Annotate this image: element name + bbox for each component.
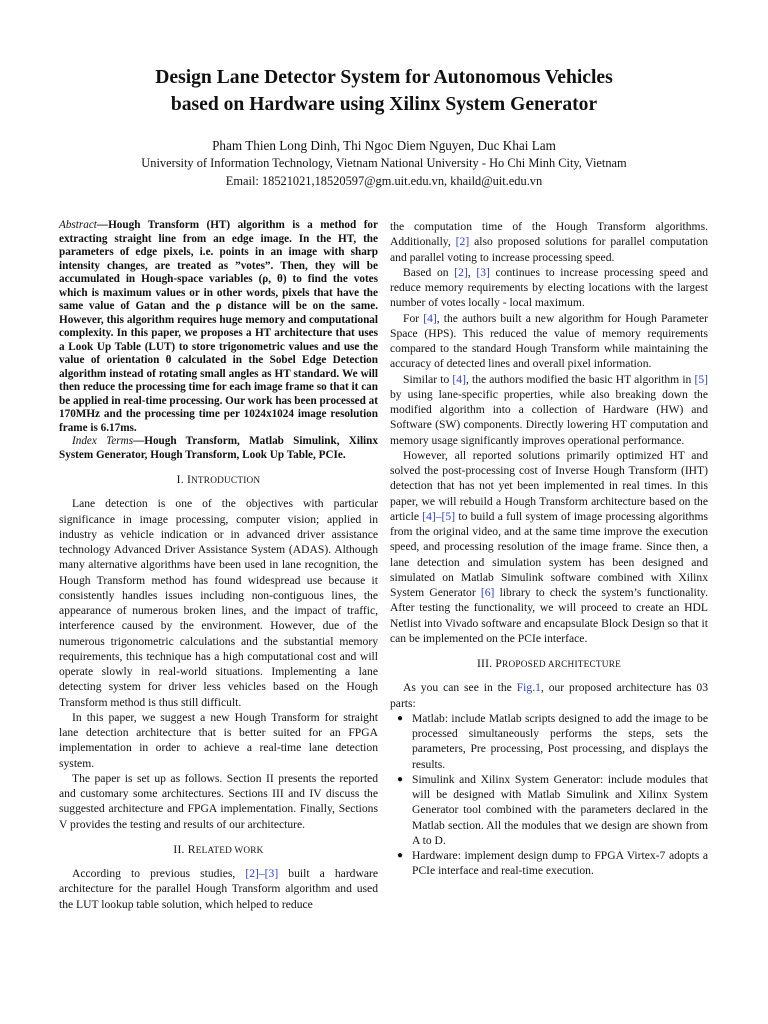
index-terms (59, 435, 378, 462)
affiliation: University of Information Technology, Vietnam National University - Ho Chi Minh City, Vietnam (141, 156, 627, 170)
citation-link[interactable]: [2] (455, 235, 470, 249)
title-line-1: Design Lane Detector System for Autonomous Vehicles (155, 67, 613, 88)
list-item: ● Simulink and Xilinx System Generator: include modules that will be designed with Matlab Simulink and Xilinx System Generator tool combined with the parameters declared in the Matlab section. All the modules that we design are shown from A to D. (397, 772, 708, 847)
left-column (59, 219, 378, 912)
abstract-label: Abstract (59, 219, 97, 231)
right-column (390, 219, 708, 879)
citation-link[interactable]: [3] (476, 265, 490, 279)
section-heading-related-work: II. RELATED WORK (173, 842, 264, 856)
intro-paragraph-3: The paper is set up as follows. Section II presents the reported and customary some architectures. Sections III and IV discuss the suggested architecture and FPGA implementation. Finally, Sections V provides the testing and results of our architecture. (59, 771, 378, 831)
related-paragraph-3: For [4], the authors built a new algorithm for Hough Parameter Space (HPS). This reduced the value of memory requirements compared to the standard Hough Transform while maintaining the accuracy of detected lines and overall pixel information. (390, 311, 708, 371)
intro-paragraph-1: Lane detection is one of the objectives with particular significance in image processing, computer vision; applied in industry as vehicle indication or in advanced driver assistance technology Advanced Driver Assistance System (ADAS). Although many alternative algorithms have been used in lane recognition, the Hough Transform method has found widespread use because it consistently handles issues including non-contiguous lines, the appearance of numerous broken lines, and the impact of traffic, interference caused by the environment. However, due of the numerous trigonometric calculations and the substantial memory requirements, this technique has a high computational cost and will operate slowly in real-world situations. Implementing a lane detecting system for driver less vehicles based on the Hough Transform method is thus still difficult. (59, 497, 378, 709)
citation-link[interactable]: [5] (694, 372, 709, 386)
citation-link[interactable]: [2] (454, 265, 468, 279)
related-paragraph-4: Similar to [4], the authors modified the basic HT algorithm in [5] by using lane-specific properties, while also breaking down the modified algorithm into a collection of Hardware (HW) and Software (SW) components. Directly lowering HT computation and memory usage significantly improves operational performance. (390, 372, 709, 447)
architecture-parts-list (390, 711, 708, 879)
related-continuation: the computation time of the Hough Transform algorithms. Additionally, [2] also proposed solutions for parallel computation and parallel voting to increase processing speed. (390, 220, 708, 264)
citation-link[interactable]: [6] (480, 586, 495, 599)
bullet-icon: ● (397, 850, 404, 861)
intro-paragraph-2: In this paper, we suggest a new Hough Transform for straight lane detection architecture that is better suited for an FPGA implementation in order to achieve a real-time lane detection system. (59, 710, 378, 770)
bullet-icon: ● (397, 773, 404, 785)
related-paragraph-5: However, all reported solutions primarily optimized HT and solved the post-processing cost of Inverse Hough Transform (IHT) detection that has not yet been implemented in real times. In this paper, we will rebuild a Hough Transform architecture based on the article [4]–[5] to build a full system of image processing algorithms from the original video, and at the same time improve the execution speed, and processing resolution of the image frame. Since then, a lane detection and simulation system has been designed and simulated on Matlab Simulink software combined with Xilinx System Generator [6] library to check the system’s functionality. After testing the functionality, we will proceed to create an HDL Netlist into Vivado software and encapsulate Block Design so that it can be implemented on the PCIe interface. (390, 448, 708, 645)
citation-link[interactable]: [4]–[5] (422, 509, 456, 523)
bullet-icon: ● (397, 712, 404, 724)
abstract-text: —Hough Transform (HT) algorithm is a method for extracting straight line from an edge image. In the HT, the parameters of edge pixels, i.e. points in an image with sharp intensity changes, are treated as ”votes”. Then, they will be accumulated in Hough-space variables (ρ, θ) to find the votes which is maximum values or in other words, pixels that have the same value of Gatan and the ρ distance will be on the same. However, this algorithm requires huge memory and computational complexity. In this paper, we proposes a HT architecture that uses a Look Up Table (LUT) to store trigonometric values and use the value of orientation θ calculated in the Sobel Edge Detection algorithm instead of rotating small angles as HT standard. We will then reduce the processing time for each image frame so that it can be applied in real-time processing. Our work has been processed at 170MHz and the processing time per 1024x1024 image resolution frame is 6.17ms. (59, 219, 378, 434)
index-terms-text: —Hough Transform, Matlab Simulink, Xilinx System Generator, Hough Transform, Look Up Table, PCIe. (59, 435, 378, 461)
related-paragraph-2: Based on [2], [3] continues to increase processing speed and reduce memory requirements by electing locations with the largest number of votes locally - local maximum. (390, 265, 708, 310)
author-email: Email: 18521021,18520597@gm.uit.edu.vn, khaild@uit.edu.vn (225, 174, 543, 188)
section-heading-introduction: I. INTRODUCTION (176, 473, 261, 486)
citation-link[interactable]: [2]–[3] (245, 867, 279, 880)
author-list: Pham Thien Long Dinh, Thi Ngoc Diem Nguyen, Duc Khai Lam (212, 138, 556, 153)
citation-link[interactable]: [4] (423, 311, 437, 325)
proposed-intro: As you can see in the Fig.1, our proposed architecture has 03 parts: (390, 681, 708, 710)
abstract (59, 219, 378, 435)
related-paragraph-1: According to previous studies, [2]–[3] built a hardware architecture for the parallel Hough Transform algorithm and used the LUT lookup table solution, which helped to reduce (59, 867, 379, 911)
title-line-2: based on Hardware using Xilinx System Generator (170, 94, 598, 115)
paper-title (60, 64, 708, 118)
index-terms-label: Index Terms (72, 435, 134, 447)
list-item: ● Hardware: implement design dump to FPGA Virtex-7 adopts a PCIe interface and real-time execution. (397, 849, 708, 878)
section-heading-proposed-architecture: III. PROPOSED ARCHITECTURE (477, 657, 621, 670)
list-item: ● Matlab: include Matlab scripts designed to add the image to be processed simultaneously performs the steps, sets the parameters, Pre processing, Post processing, and displays the results. (397, 711, 708, 771)
figure-link[interactable]: Fig.1 (516, 681, 541, 695)
citation-link[interactable]: [4] (452, 372, 466, 386)
